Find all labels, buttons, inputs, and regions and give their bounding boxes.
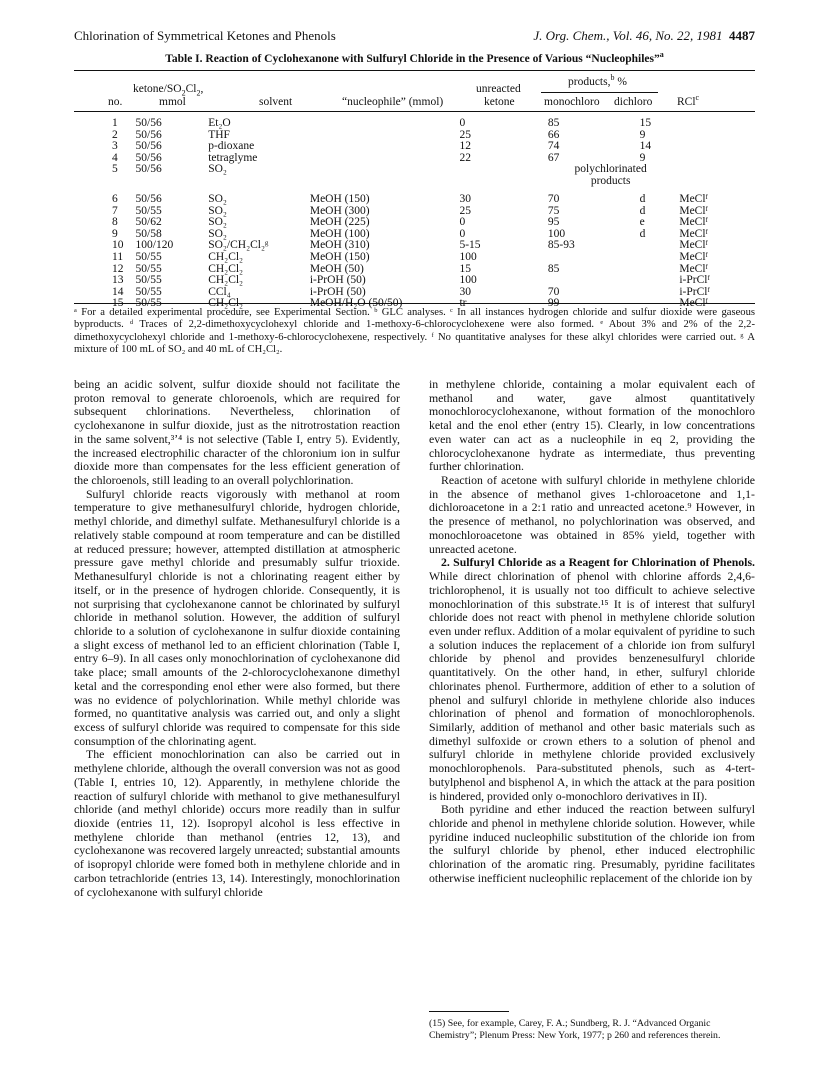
cell-solvent: SO₂/CH₂Cl₂ᵍ <box>208 239 269 252</box>
cell-unreacted <box>449 164 541 176</box>
paragraph: Reaction of acetone with sulfuryl chloride in methylene chloride in the absence of methanol gives 1-chloroacetone and 1,1-dichloroacetone in a 2:1 ratio and unreacted acetone.⁹ However, in the presence of methanol, no polychlorination was observed, and monochloroacetone was obtained in 85% yield, together with unreacted acetone. <box>429 473 755 556</box>
paragraph <box>429 556 755 803</box>
cell-nuc: i-PrOH (50) <box>309 285 366 298</box>
cell-mono: 74 <box>547 140 560 153</box>
cell-nuc <box>310 130 450 142</box>
cell-nuc: MeOH (50) <box>309 262 364 275</box>
cell-ratio: 50/56 <box>135 128 162 141</box>
cell-solvent: CH₂Cl₂ <box>208 262 244 275</box>
cell-unreacted: 25 <box>459 204 471 217</box>
cell-mono: 85 <box>547 262 560 275</box>
reaction-table <box>74 118 755 310</box>
cell-nuc: MeOH (300) <box>309 204 370 217</box>
table-row <box>74 141 755 153</box>
cell-ratio: 50/56 <box>135 117 162 129</box>
caption-footnote-mark: a <box>659 50 664 60</box>
cell-unreacted: 0 <box>459 117 466 129</box>
cell-nuc: i-PrOH (50) <box>309 274 366 287</box>
cell-mono: 66 <box>547 128 560 141</box>
cell-rcl: MeClᶠ <box>679 297 708 310</box>
cell-rcl: MeClᶠ <box>679 239 708 252</box>
table-header-rule <box>74 111 755 112</box>
cell-solvent: SO₂ <box>208 227 227 240</box>
cell-rcl <box>679 141 755 153</box>
header-monochloro: monochloro <box>544 96 600 108</box>
cell-solvent: THF <box>208 128 230 141</box>
cell-di: d <box>639 204 646 217</box>
cell-di <box>614 264 680 276</box>
cell-di <box>614 287 680 299</box>
cell-mono: 70 <box>547 192 560 205</box>
header-nucleophile: “nucleophile” (mmol) <box>342 96 444 108</box>
cell-no <box>74 176 124 189</box>
cell-solvent: p-dioxane <box>208 140 255 153</box>
cell-unreacted: 30 <box>459 285 471 298</box>
paragraph: Both pyridine and ether induced the reaction between sulfuryl chloride and phenol in methylene chloride solution. However, while pyridine induced nucleophilic substitution of the chloride ion from the sulfuryl chloride by phenol, ether induced electrophilic chlorination of the aromatic ring. Presumably, pyridine facilitates otherwise inefficient nucleophilic replacement of the chloride ion by <box>429 802 755 885</box>
table-row <box>74 118 755 130</box>
paragraph: Sulfuryl chloride reacts vigorously with methanol at room temperature to give methanesulfuryl chloride, hydrogen chloride, methyl chloride, and dimethyl sulfate. Methanesulfuryl chloride is a relatively stable compound at room temperature and can be distilled at reduced pressure; however, attempted distillation at atmospheric pressure gave methyl chloride and presumably sulfur trioxide. Methanesulfuryl chloride is not a chlorinating reagent either by itself, or in the presence of hydrogen chloride. Consequently, it is not surprising that cyclohexanone cannot be chlorinated by sulfuryl chloride in methanol solution. However, the addition of sulfuryl chloride to a solution of cyclohexanone in sulfur dioxide containing a slight excess of methanol led to an efficient chlorination (Table I, entry 6–9). In all cases only monochlorination of cyclohexanone did take place; small amounts of the 2-chlorocyclohexanone dimethyl ketal and the corresponding enol ether were also formed, but there was no evidence of polychlorination. While methyl chloride was formed, no quantitative analysis was carried out, and only a slight excess of sulfuryl chloride was required to compensate for this side consumption of the chlorinating agent. <box>74 486 400 748</box>
table-row <box>74 287 755 299</box>
cell-mono: products <box>590 174 631 187</box>
cell-ratio: 50/56 <box>135 140 162 153</box>
table-bottom-rule <box>74 303 755 304</box>
cell-no: 14 <box>112 285 124 298</box>
header-solvent: solvent <box>259 96 293 108</box>
cell-solvent: CCl₄ <box>208 285 231 298</box>
body-column-right <box>429 378 755 886</box>
header-ratio: ketone/$SO_2Cl_2$, <box>133 83 204 98</box>
cell-mono <box>542 275 614 287</box>
table-row <box>74 153 755 165</box>
cell-unreacted: 25 <box>459 128 471 141</box>
cell-rcl: MeClᶠ <box>679 262 708 275</box>
table-row <box>74 229 755 241</box>
cell-rcl <box>679 118 755 130</box>
cell-no: 10 <box>112 239 124 252</box>
cell-rcl <box>679 164 755 176</box>
cell-unreacted: tr <box>459 297 467 310</box>
table-row <box>74 275 755 287</box>
cell-unreacted: 100 <box>459 250 477 263</box>
table-row <box>74 189 755 206</box>
cell-di <box>614 275 680 287</box>
cell-solvent: CH₂Cl₂ <box>208 297 244 310</box>
cell-ratio: 50/55 <box>135 274 162 287</box>
cell-ratio: 50/55 <box>135 204 162 217</box>
cell-unreacted: 100 <box>459 274 477 287</box>
cell-ratio: 50/62 <box>135 216 162 229</box>
journal-citation <box>533 28 755 44</box>
cell-unreacted: 15 <box>459 262 471 275</box>
header-unreacted: unreacted <box>476 83 521 95</box>
cell-rcl: MeClᶠ <box>679 192 708 205</box>
header-products: products,$^b$ % <box>568 73 627 88</box>
cell-ratio: 50/56 <box>135 151 162 164</box>
cell-mono: 75 <box>547 204 560 217</box>
cell-mono: 70 <box>547 285 560 298</box>
cell-no: 11 <box>112 250 124 263</box>
paragraph-text: While direct chlorination of phenol with chlorine affords 2,4,6-trichlorophenol, it is usually not too difficult to achieve selective monochlorination of this substrate.¹⁵ It is of interest that sulfuryl chloride does not react with phenol in methylene chloride solution even under reflux. Addition of a molar equivalent of pyridine to such a solution induces the replacement of a chloride ion from sulfuryl chloride by phenol and provides benzenesulfuryl chloride quantitatively. On the other hand, in ether, sulfuryl chloride chlorinates phenol. Furthermore, addition of ether to a solution of phenol and sulfuryl chloride in methylene chloride also induces chlorination of phenol and formation of monochlorophenols. Similarly, addition of methanol and other basic materials such as dimethyl sulfoxide or crown ethers to a solution of phenol and sulfuryl chloride in methylene chloride provided exclusively monochlorophenols. Para-substituted phenols, such as 4-tert-butylphenol and bisphenol A, in which the attack at the para position is hindered, provided only o-monochloro derivatives in II). <box>429 569 755 803</box>
cell-di: 14 <box>639 140 652 153</box>
cell-no: 9 <box>112 227 118 240</box>
cell-no: 1 <box>112 117 118 129</box>
cell-unreacted: 0 <box>459 227 466 240</box>
cell-rcl: MeClᶠ <box>679 204 708 217</box>
running-title: Chlorination of Symmetrical Ketones and Phenols <box>74 28 336 43</box>
cell-solvent: tetraglyme <box>208 151 258 164</box>
table-footnotes: ᵃ For a detailed experimental procedure, see Experimental Section. ᵇ GLC analyses. ᶜ In all instances hydrogen chloride and sulfur dioxide were gaseous byproducts. ᵈ Traces of 2,2-dimethoxycyclohexyl chloride and 1-methoxy-6-chlorocyclohexene were also formed. ᵉ About 3% and 2% of the 2,2-dimethoxycyclohexyl chloride and 1-methoxy-6-chlorocyclohexene, respectively. ᶠ No quantitative analyses for these alkyl chlorides were carried out. ᵍ A mixture of 100 mL of SO₂ and 40 mL of CH₂Cl₂. <box>74 307 755 356</box>
cell-ratio: 50/56 <box>135 163 162 176</box>
reference-rule <box>429 1011 509 1012</box>
cell-no: 8 <box>112 216 118 229</box>
cell-ratio <box>124 176 209 189</box>
paragraph: in methylene chloride, containing a molar equivalent each of methanol and water, gave almost quantitatively monochlorocyclohexanone, without formation of the monochloro ketal and the enol ether (entry 15). Clearly, in low concentrations even water can act as a nucleophile in eq 2, providing the chlorocyclohexanone hydrate as intermediate, thus preventing further chlorination. <box>429 377 755 474</box>
cell-unreacted: 5-15 <box>459 239 481 252</box>
header-rcl: RCl$^c$ <box>677 93 700 108</box>
cell-di: d <box>639 227 646 240</box>
paragraph: The efficient monochlorination can also be carried out in methylene chloride, although the overall conversion was not as good (Table I, entries 10, 12). Apparently, in methylene chloride the reaction of sulfuryl chloride with methanol to give methanesulfuryl chloride (and methyl chloride) occurs more readily than in sulfur dioxide (entries 11, 12). Isopropyl alcohol is less effective in methylene chloride than methanol (entries 12, 13), and cyclohexanone was recovered largely unreacted; substantial amounts of isopropyl chloride were fomed both in methylene chloride and in carbon tetrachloride (entries 13, 14). Interestingly, monochlorination of cyclohexanone with sulfuryl chloride <box>74 747 400 899</box>
cell-di: d <box>639 192 646 205</box>
header-no: no. <box>108 96 123 108</box>
cell-mono: 99 <box>547 297 560 310</box>
cell-di: 9 <box>639 151 646 164</box>
table-row <box>74 240 755 252</box>
cell-ratio: 50/55 <box>135 250 162 263</box>
cell-no: 2 <box>112 128 118 141</box>
cell-mono <box>542 252 614 264</box>
cell-nuc <box>310 141 450 153</box>
cell-ratio: 50/55 <box>135 285 162 298</box>
cell-solvent: CH₂Cl₂ <box>208 274 244 287</box>
cell-solvent: SO₂ <box>208 192 227 205</box>
cell-no: 5 <box>112 163 118 176</box>
cell-solvent: CH₂Cl₂ <box>208 250 244 263</box>
cell-solvent: SO₂ <box>208 163 227 176</box>
cell-unreacted <box>449 176 541 189</box>
cell-solvent: SO₂ <box>208 204 227 217</box>
cell-rcl <box>679 176 755 189</box>
table-row <box>74 264 755 276</box>
cell-solvent: Et₂O <box>208 117 231 129</box>
products-span-rule <box>541 92 658 93</box>
cell-no: 15 <box>112 297 124 310</box>
page-number: 4487 <box>729 28 755 43</box>
cell-mono: 85-93 <box>547 239 575 252</box>
cell-nuc: MeOH (310) <box>309 239 370 252</box>
cell-di: e <box>639 216 645 229</box>
cell-unreacted: 22 <box>459 151 471 164</box>
cell-di <box>614 240 680 252</box>
cell-nuc <box>310 164 450 176</box>
table-caption <box>74 50 755 65</box>
cell-mono: 85 <box>547 117 560 129</box>
table-caption-text: Table I. Reaction of Cyclohexanone with Sulfuryl Chloride in the Presence of Various “Nucleophiles” <box>165 53 660 65</box>
reference-15: (15) See, for example, Carey, F. A.; Sundberg, R. J. “Advanced Organic Chemistry”; Plenum Press: New York, 1977; p 260 and references therein. <box>429 1018 721 1041</box>
paragraph: being an acidic solvent, sulfur dioxide should not facilitate the proton removal to generate chloroenols, which are required for subsequent chlorinations. Nevertheless, chlorination of cyclohexanone in sulfur dioxide, just as the nitrotrostation reaction in the same solvent,³ʼ⁴ is not selective (Table I, entry 5). Evidently, the increased electrophilic character of the chloronium ion in sulfur dioxide more than compensates for the less efficient generation of the chloroenols, still leading to an overall polychlorination. <box>74 377 400 488</box>
cell-ratio: 50/58 <box>135 227 162 240</box>
cell-ratio: 50/55 <box>135 297 162 310</box>
table-row <box>74 217 755 229</box>
table-row <box>74 206 755 218</box>
cell-nuc: MeOH (225) <box>309 216 370 229</box>
cell-mono: 67 <box>547 151 560 164</box>
cell-rcl: MeClᶠ <box>679 250 708 263</box>
cell-mono: 100 <box>547 227 566 240</box>
table-row <box>74 252 755 264</box>
header-dichloro: dichloro <box>614 96 653 108</box>
cell-di <box>614 252 680 264</box>
cell-solvent <box>208 176 310 189</box>
cell-unreacted: 12 <box>459 140 471 153</box>
cell-rcl: i-PrClᶠ <box>679 274 710 287</box>
table-row <box>74 164 755 176</box>
cell-nuc <box>310 176 450 189</box>
cell-nuc: MeOH (150) <box>309 250 370 263</box>
cell-nuc <box>310 153 450 165</box>
cell-nuc: MeOH (150) <box>309 192 370 205</box>
cell-di: 15 <box>639 117 652 129</box>
header-mmol: mmol <box>159 96 186 108</box>
cell-nuc <box>310 118 450 130</box>
cell-solvent: SO₂ <box>208 216 227 229</box>
journal-name: J. Org. Chem., Vol. 46, No. 22, 1981 <box>533 28 723 43</box>
cell-nuc: MeOH/H₂O (50/50) <box>309 297 403 310</box>
table-top-rule <box>74 70 755 71</box>
header-ketone: ketone <box>484 96 515 108</box>
cell-mono: 95 <box>547 216 560 229</box>
cell-ratio: 50/55 <box>135 262 162 275</box>
cell-no: 3 <box>112 140 118 153</box>
cell-no: 13 <box>112 274 124 287</box>
cell-rcl <box>679 130 755 142</box>
cell-no: 4 <box>112 151 118 164</box>
cell-unreacted: 30 <box>459 192 471 205</box>
cell-nuc: MeOH (100) <box>309 227 370 240</box>
cell-ratio: 50/56 <box>135 192 162 205</box>
cell-unreacted: 0 <box>459 216 466 229</box>
cell-di: 9 <box>639 128 646 141</box>
cell-ratio: 100/120 <box>135 239 174 252</box>
cell-no: 12 <box>112 262 124 275</box>
cell-no: 6 <box>112 192 118 205</box>
cell-rcl: MeClᶠ <box>679 216 708 229</box>
cell-rcl: i-PrClᶠ <box>679 285 710 298</box>
cell-rcl: MeClᶠ <box>679 227 708 240</box>
cell-rcl <box>679 153 755 165</box>
body-column-left <box>74 378 400 899</box>
cell-mono: polychlorinated <box>574 163 647 176</box>
table-row <box>74 130 755 142</box>
cell-no: 7 <box>112 204 118 217</box>
section-heading: 2. Sulfuryl Chloride as a Reagent for Chlorination of Phenols. <box>441 555 755 570</box>
table-row <box>74 176 755 189</box>
